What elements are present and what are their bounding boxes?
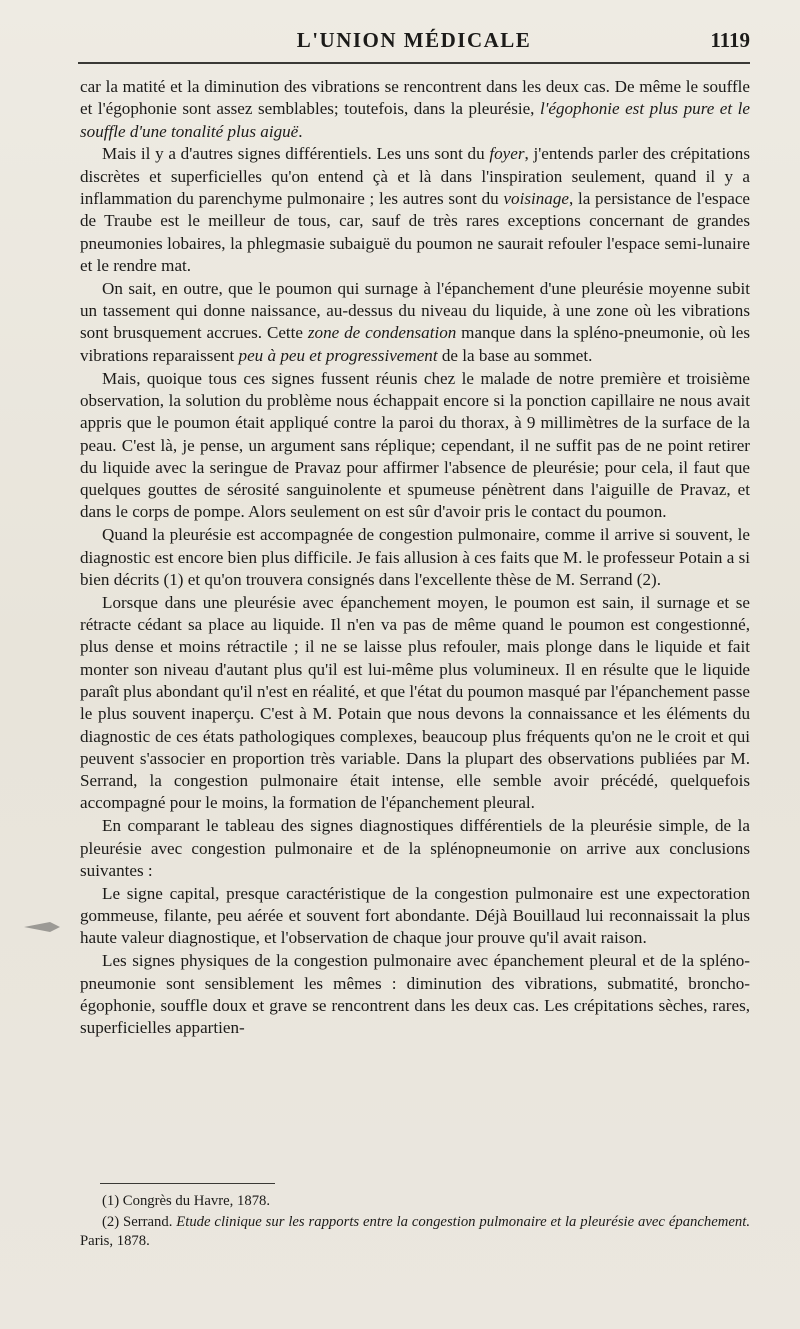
footnotes	[80, 1192, 750, 1251]
paragraph-9: Les signes physiques de la congestion pulmonaire avec épanchement pleural et de la spléno-pneumonie sont sensiblement les mêmes : diminution des vibrations, submatité, broncho-égophonie, souffle doux et grave se rencontrent dans les deux cas. Les crépitations sèches, rares, superficielles appartien-	[80, 951, 750, 1038]
text-run: de la base au sommet.	[437, 345, 593, 365]
italic-run: zone de condensation	[307, 323, 457, 343]
text-run: (2) Serrand.	[102, 1214, 177, 1230]
running-header	[78, 28, 750, 58]
italic-run: Etude clinique sur les rapports entre la congestion pulmonaire et la pleurésie avec épanchement.	[176, 1214, 750, 1230]
text-run: Paris, 1878.	[80, 1233, 150, 1249]
paragraph-2	[80, 143, 750, 277]
text-run: , la persistance de l'espace de Traube est le meilleur de tous, car, sauf de très rares exceptions concernant de grandes pneumonies lobaires, la phlegmasie subaiguë du poumon ne saurait refouler l'espace semi-lunaire et le rendre mat.	[80, 189, 750, 275]
text-run: On sait, en outre, que le poumon qui surnage à l'épanchement d'une pleurésie moyenne subit un tassement qui donne naissance, au-dessus du niveau du liquide, à une zone où les vibrations sont brusquement accrues. Cette	[80, 278, 750, 343]
paragraph-1	[80, 76, 750, 143]
paragraph-3	[80, 278, 750, 367]
footnote-rule	[100, 1183, 275, 1184]
paragraph-8: Le signe capital, presque caractéristique de la congestion pulmonaire est une expectoration gommeuse, filante, peu aérée et souvent fort abondante. Déjà Bouillaud lui reconnaissait la plus haute valeur diagnostique, et l'observation de chaque jour prouve qu'il avait raison.	[80, 883, 750, 948]
paragraph-7: En comparant le tableau des signes diagnostiques différentiels de la pleurésie simple, de la pleurésie avec congestion pulmonaire et de la splénopneumonie on arrive aux conclusions suivantes :	[80, 816, 750, 880]
page-number: 1119	[710, 28, 750, 52]
text-run: , j'entends parler des crépitations discrètes et superficielles qu'on entend çà et là dans l'inspiration seulement, quand il y a inflammation du parenchyme pulmonaire ; les autres sont du	[80, 144, 750, 209]
italic-run: peu à peu et progressivement	[238, 345, 438, 365]
paragraph-4: Mais, quoique tous ces signes fussent réunis chez le malade de notre première et troisième observation, la solution du problème nous échappait encore si la ponction capillaire ne nous avait appris que le poumon était appliqué contre la paroi du thorax, à 9 millimètres de la surface de la peau. C'est là, je pense, un argument sans réplique; cependant, il ne suffit pas de ne point retirer du liquide avec la seringue de Pravaz pour affirmer l'absence de pleurésie; pour cela, il faut que quelques gouttes de sérosité sanguinolente et spumeuse pénètrent dans l'aiguille de Pravaz, et dans le corps de pompe. Alors seulement on est sûr d'avoir pris le contact du poumon.	[80, 368, 750, 522]
text-run: manque dans la spléno-pneumonie, où les vibrations reparaissent	[80, 323, 750, 365]
italic-run: l'égophonie est plus pure et le souffle d'une tonalité plus aiguë	[80, 99, 750, 141]
body-text	[80, 76, 750, 1040]
margin-arrow-mark	[22, 920, 62, 934]
running-title: L'UNION MÉDICALE	[296, 28, 532, 52]
paragraph-5: Quand la pleurésie est accompagnée de congestion pulmonaire, comme il arrive si souvent, le diagnostic est encore bien plus difficile. Je fais allusion à ces faits que M. le professeur Potain a si bien décrits (1) et qu'on trouvera consignés dans l'excellente thèse de M. Serrand (2).	[80, 525, 750, 589]
text-run: car la matité et la diminution des vibrations se rencontrent dans les deux cas. De même le souffle et l'égophonie sont assez semblables; toutefois, dans la pleurésie,	[80, 77, 750, 119]
italic-run: voisinage	[503, 189, 569, 209]
text-run: Mais il y a d'autres signes différentiels. Les uns sont du	[102, 144, 490, 164]
footnote-2	[80, 1213, 750, 1251]
footnote-1: (1) Congrès du Havre, 1878.	[102, 1193, 271, 1209]
paragraph-6: Lorsque dans une pleurésie avec épanchement moyen, le poumon est sain, il surnage et se rétracte cédant sa place au liquide. Il n'en va pas de même quand le poumon est congestionné, plus dense et moins rétractile ; il ne se laisse plus refouler, mais plonge dans le liquide et fait monter son niveau d'autant plus qu'il est lui-même plus volumineux. Il en résulte que le liquide paraît plus abondant qu'il n'est en réalité, et que l'état du poumon masqué par l'épanchement passe le plus souvent inaperçu. C'est à M. Potain que nous devons la connaissance et les éléments du diagnostic de ces états pathologiques complexes, beaucoup plus fréquents qu'on ne le croit et qui peuvent s'associer en proportion très variable. Dans la plupart des observations publiées par M. Serrand, la congestion pulmonaire était intense, elle semble avoir précédé, quelquefois accompagné pour le moins, la formation de l'épanchement pleural.	[80, 592, 750, 813]
text-run: .	[298, 121, 303, 141]
italic-run: foyer	[489, 144, 525, 164]
header-rule	[78, 62, 750, 64]
